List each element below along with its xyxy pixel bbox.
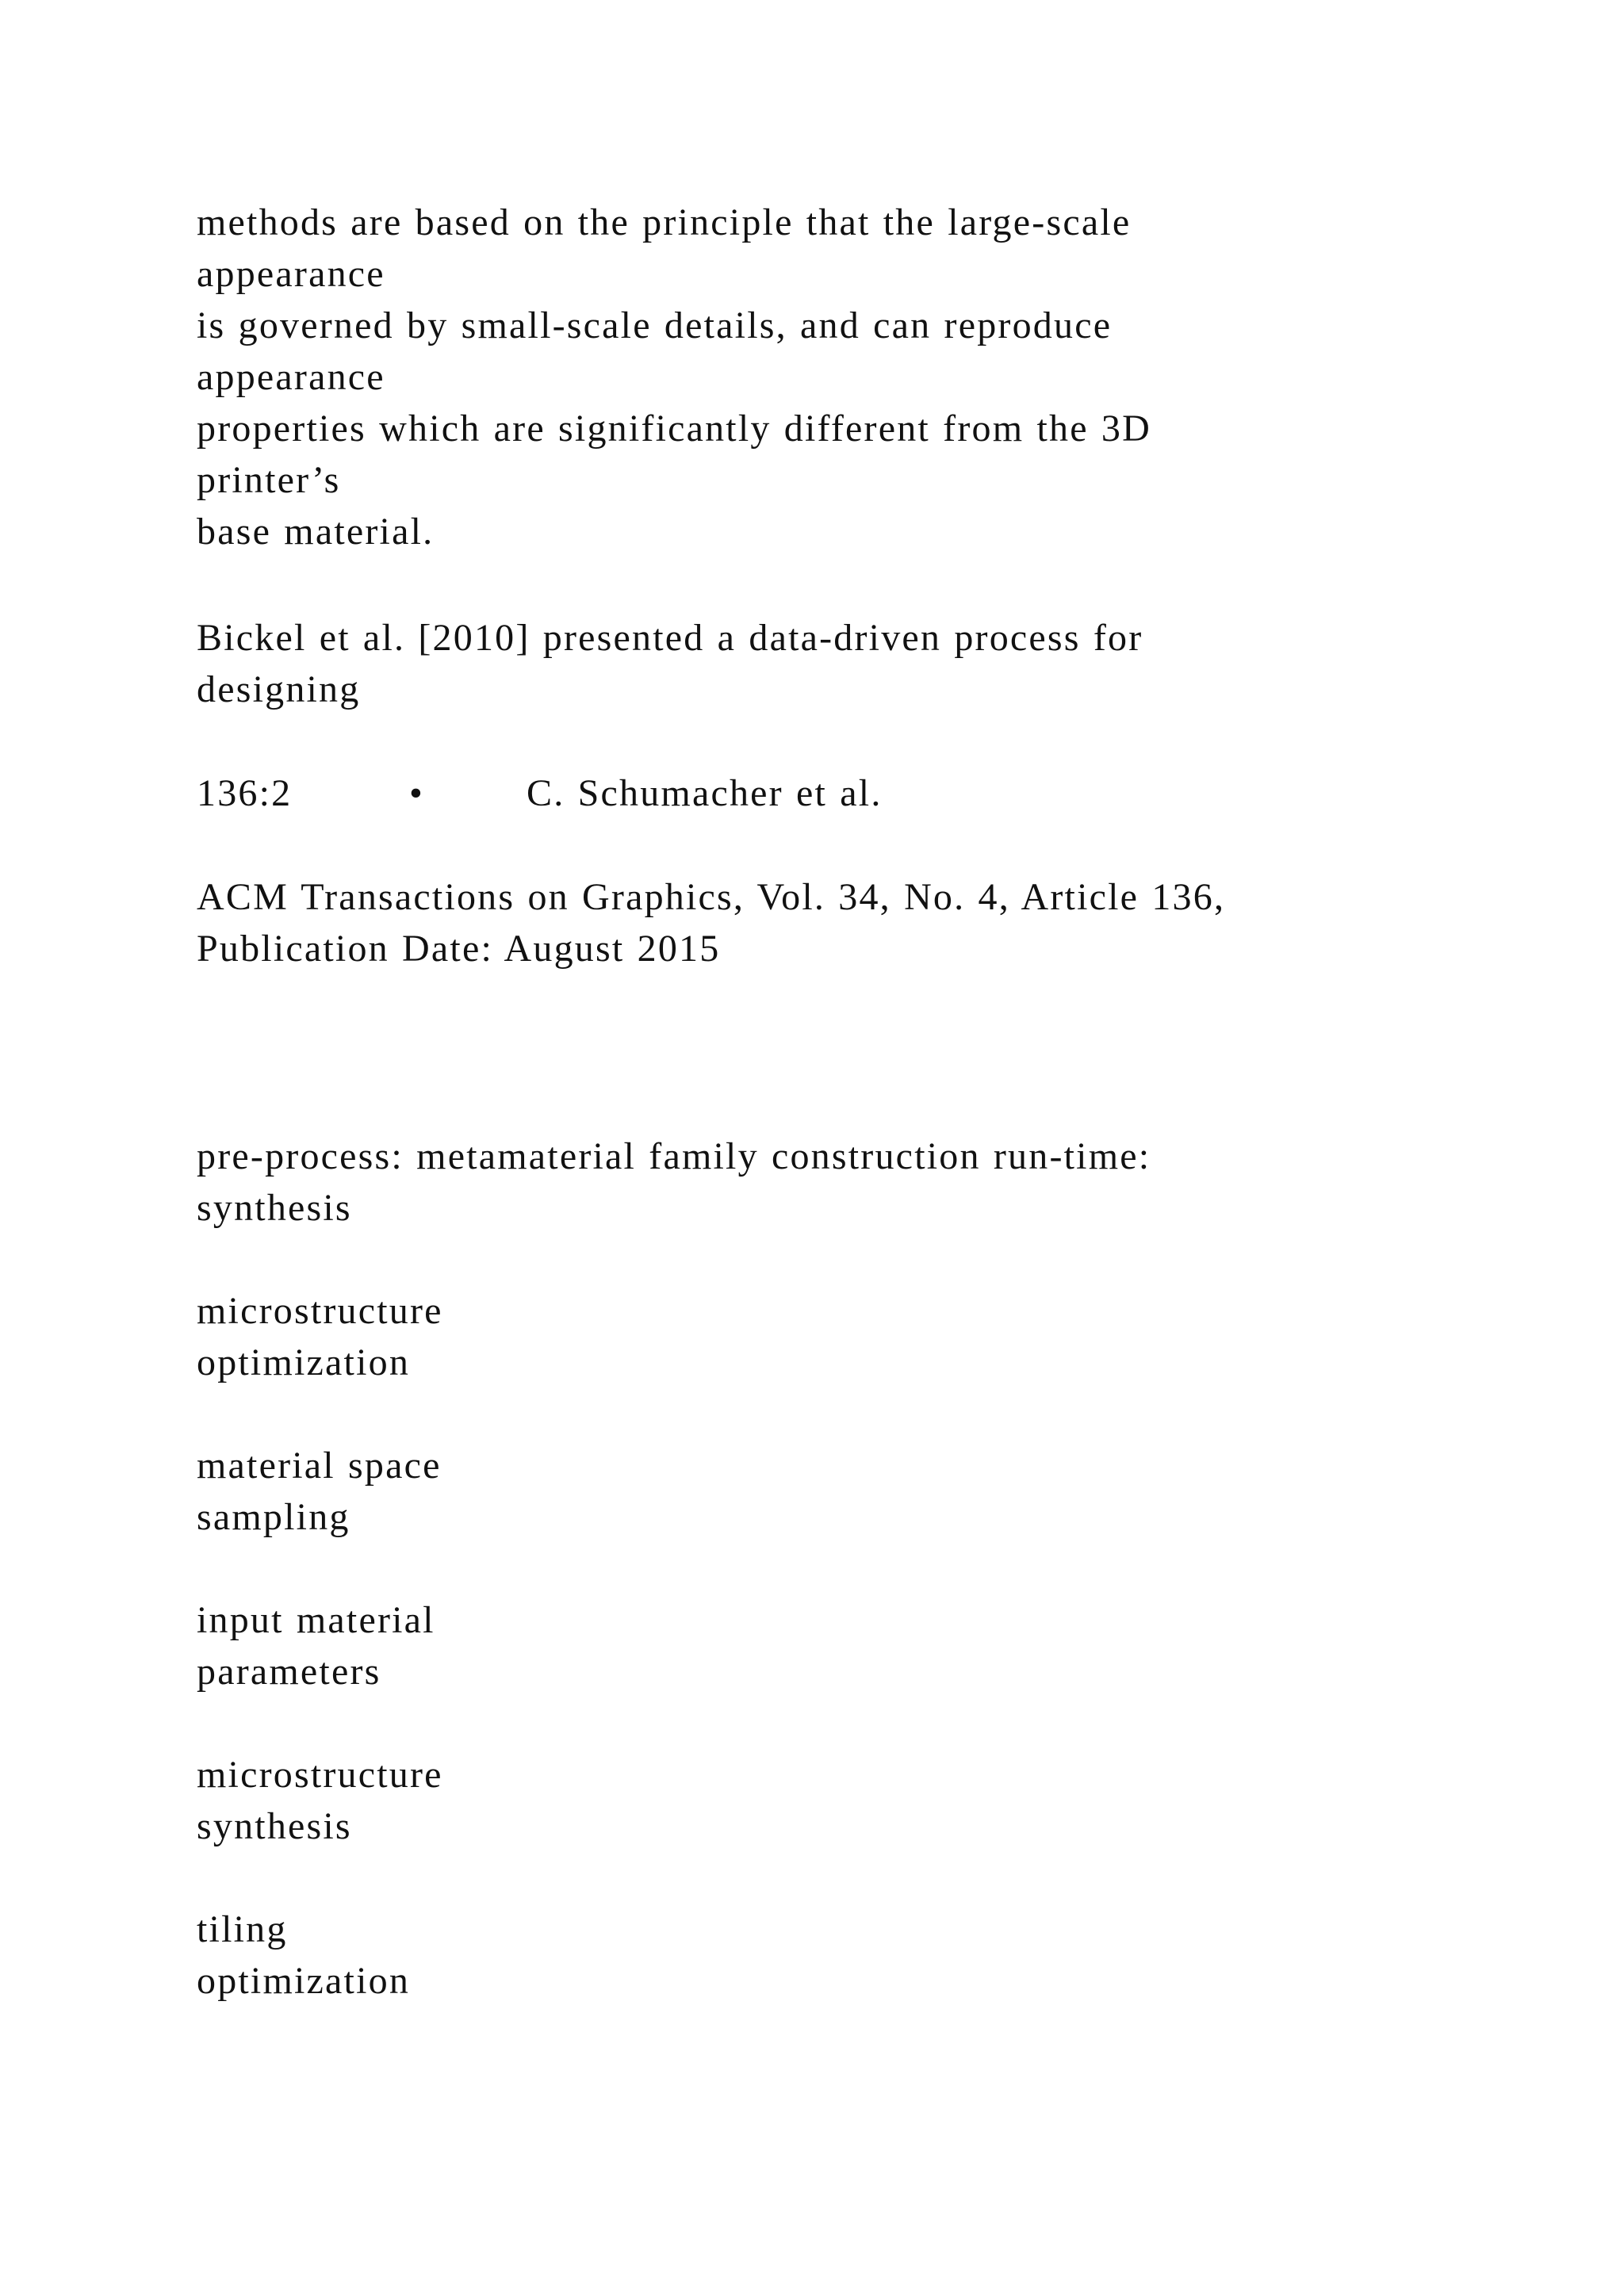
text-line: parameters bbox=[197, 1651, 381, 1693]
figure-label-material-space-sampling bbox=[197, 1440, 1465, 1543]
text-line: synthesis bbox=[197, 1805, 352, 1847]
text-line: properties which are significantly different from the 3D bbox=[197, 408, 1151, 450]
text-line: material space bbox=[197, 1445, 442, 1487]
journal-footer bbox=[197, 871, 1465, 974]
running-head-author: C. Schumacher et al. bbox=[527, 772, 883, 814]
figure-label-input-material-parameters bbox=[197, 1594, 1465, 1697]
text-line: appearance bbox=[197, 356, 385, 398]
text-line: synthesis bbox=[197, 1187, 352, 1229]
figure-caption bbox=[197, 1131, 1465, 1234]
text-line: Publication Date: August 2015 bbox=[197, 928, 721, 970]
body-paragraph-2 bbox=[197, 612, 1465, 715]
text-line: ACM Transactions on Graphics, Vol. 34, No. 4, Article 136, bbox=[197, 876, 1226, 918]
text-line: optimization bbox=[197, 1960, 411, 2002]
text-line: optimization bbox=[197, 1341, 411, 1383]
text-line: is governed by small-scale details, and can reproduce bbox=[197, 304, 1113, 346]
text-line: input material bbox=[197, 1599, 435, 1641]
text-line: tiling bbox=[197, 1908, 288, 1950]
figure-label-microstructure-optimization bbox=[197, 1285, 1465, 1388]
text-line: appearance bbox=[197, 253, 385, 295]
text-line: base material. bbox=[197, 511, 435, 553]
figure-label-microstructure-synthesis bbox=[197, 1749, 1465, 1852]
text-line: microstructure bbox=[197, 1290, 443, 1332]
text-line: printer’s bbox=[197, 459, 341, 501]
text-line: sampling bbox=[197, 1496, 350, 1538]
text-line: designing bbox=[197, 668, 361, 710]
figure-label-tiling-optimization bbox=[197, 1904, 1465, 2007]
page-number: 136:2 bbox=[197, 772, 293, 814]
bullet-separator: • bbox=[409, 772, 425, 814]
text-line: methods are based on the principle that the large-scale bbox=[197, 201, 1132, 243]
text-line: microstructure bbox=[197, 1754, 443, 1796]
text-line: Bickel et al. [2010] presented a data-driven process for bbox=[197, 617, 1143, 659]
body-paragraph-1 bbox=[197, 197, 1465, 557]
text-line: pre-process: metamaterial family construction run-time: bbox=[197, 1135, 1151, 1177]
